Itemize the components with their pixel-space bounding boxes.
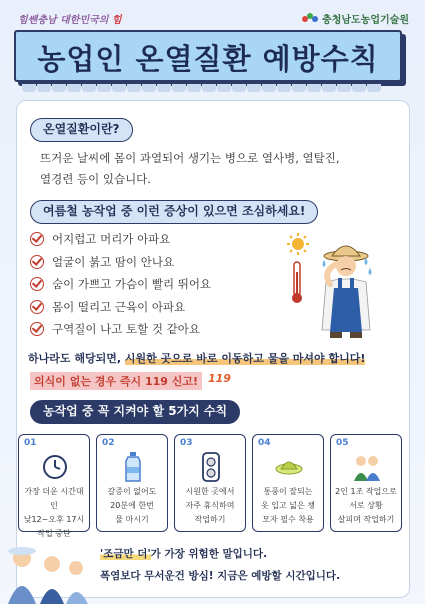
sun-icon bbox=[287, 233, 309, 255]
symptom-text: 숨이 가쁘고 가슴이 빨리 뛰어요 bbox=[52, 277, 212, 292]
fan-icon bbox=[197, 451, 225, 483]
rule-card bbox=[252, 434, 324, 532]
rule-line1: 시원한 곳에서 bbox=[185, 487, 235, 496]
rule-text bbox=[333, 485, 399, 527]
rule-line3: 살피며 작업하기 bbox=[337, 515, 395, 524]
rule-line1: 2인 1조 작업으로 bbox=[335, 487, 397, 496]
org-name: 충청남도농업기술원 bbox=[322, 15, 409, 26]
hat-icon bbox=[275, 451, 303, 483]
slogan bbox=[18, 11, 122, 26]
symptom-list bbox=[30, 228, 211, 341]
symptom-text: 얼굴이 붉고 땀이 안나요 bbox=[52, 254, 175, 269]
symptom-item bbox=[30, 228, 211, 251]
check-icon bbox=[30, 300, 44, 314]
symptom-item bbox=[30, 318, 211, 341]
symptom-item bbox=[30, 273, 211, 296]
check-icon bbox=[30, 322, 44, 336]
rule-line1: 가장 더운 시간대인 bbox=[24, 487, 84, 510]
slogan-heart-text: 힘 bbox=[111, 15, 122, 26]
clock-icon bbox=[41, 451, 69, 483]
rule-line3: 물 마시기 bbox=[115, 515, 149, 524]
rule-text bbox=[255, 485, 321, 527]
rule-line2: 낮12~오후 17시 bbox=[23, 515, 85, 524]
water-bottle-icon bbox=[119, 451, 147, 483]
rule-number: 04 bbox=[258, 438, 271, 448]
call-119-warning: 의식이 없는 경우 즉시 119 신고! bbox=[30, 372, 202, 390]
page-title: 농업인 온열질환 예방수칙 bbox=[37, 42, 379, 76]
symptom-item bbox=[30, 251, 211, 274]
title-banner bbox=[14, 30, 402, 82]
rule-text bbox=[99, 485, 165, 527]
sweating-farmer-illustration bbox=[286, 232, 386, 340]
rule-line3: 모자 필수 착용 bbox=[262, 515, 314, 524]
two-people-icon bbox=[353, 451, 381, 483]
rule-line3: 작업하기 bbox=[194, 515, 226, 524]
definition-text-line1: 뜨거운 날씨에 몸이 과열되어 생기는 병으로 열사병, 열탈진, bbox=[40, 151, 340, 165]
emergency-119-badge: 119 bbox=[208, 372, 231, 385]
footer-warning-line1 bbox=[100, 546, 267, 561]
top-bar bbox=[0, 6, 425, 28]
symptom-text: 몸이 떨리고 근육이 아파요 bbox=[52, 299, 186, 314]
farmers-group-illustration bbox=[0, 528, 95, 604]
binder-tabs bbox=[22, 84, 381, 92]
rule-line2: 옷 입고 넓은 챙 bbox=[261, 501, 315, 510]
rule-card bbox=[96, 434, 168, 532]
warning-highlight: 시원한 곳으로 바로 이동하고 물을 마셔야 합니다! bbox=[124, 352, 366, 365]
footer-line1-rest: 가 가장 위험한 말입니다. bbox=[150, 548, 268, 560]
rule-text bbox=[177, 485, 243, 527]
symptoms-heading: 여름철 농작업 중 이런 증상이 있으면 조심하세요! bbox=[30, 200, 318, 224]
rule-number: 02 bbox=[102, 438, 115, 448]
definition-text-line2: 열경련 등이 있습니다. bbox=[40, 172, 151, 186]
symptom-text: 어지럽고 머리가 아파요 bbox=[52, 232, 171, 247]
check-icon bbox=[30, 277, 44, 291]
rule-line1: 통풍이 잘되는 bbox=[263, 487, 313, 496]
definition-heading: 온열질환이란? bbox=[30, 118, 133, 142]
rule-card bbox=[174, 434, 246, 532]
rule-number: 05 bbox=[336, 438, 349, 448]
symptom-text: 구역질이 나고 토할 것 같아요 bbox=[52, 322, 200, 337]
rule-line3: 작업 중단 bbox=[37, 529, 71, 538]
check-icon bbox=[30, 232, 44, 246]
symptom-item bbox=[30, 296, 211, 319]
move-to-cool-warning bbox=[28, 350, 365, 366]
thermometer-icon bbox=[292, 262, 302, 303]
rule-card bbox=[18, 434, 90, 538]
footer-warning-line2: 폭염보다 무서운건 방심! 지금은 예방할 시간입니다. bbox=[100, 570, 341, 582]
rule-line2: 20분에 한번 bbox=[110, 501, 154, 510]
rules-heading: 농작업 중 꼭 지켜야 할 5가지 수칙 bbox=[30, 400, 240, 424]
footer-highlight: '조금만 더' bbox=[100, 548, 151, 560]
rule-card bbox=[330, 434, 402, 532]
slogan-text: 힘쎈충남 대한민국의 bbox=[18, 15, 112, 26]
check-icon bbox=[30, 255, 44, 269]
rule-number: 03 bbox=[180, 438, 193, 448]
warning-prefix: 하나라도 해당되면, bbox=[28, 352, 125, 365]
rule-line1: 갈증이 없어도 bbox=[107, 487, 157, 496]
rule-line2: 자주 휴식하며 bbox=[185, 501, 235, 510]
organization bbox=[302, 11, 409, 26]
org-logo-icon bbox=[302, 13, 318, 25]
rule-number: 01 bbox=[24, 438, 37, 448]
rule-line2: 서로 상황 bbox=[349, 501, 383, 510]
rules-row bbox=[16, 434, 410, 538]
